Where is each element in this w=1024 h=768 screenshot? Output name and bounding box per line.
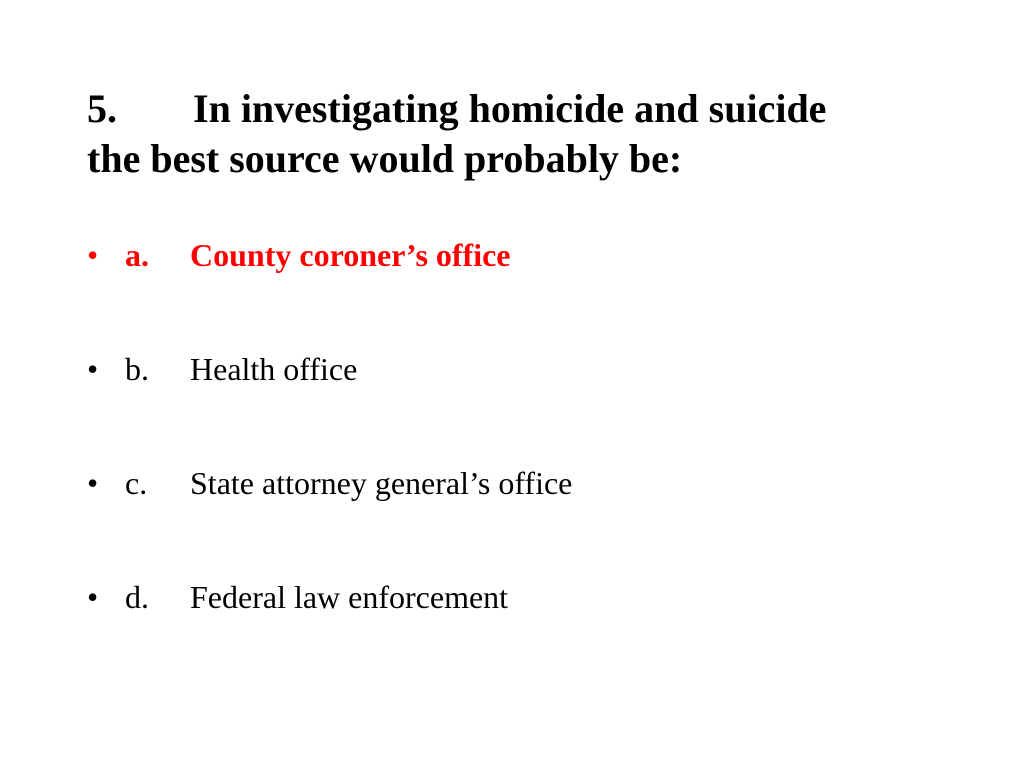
answer-options xyxy=(87,228,947,684)
option-letter: a. xyxy=(125,237,149,273)
question-text-line1: In investigating homicide and suicide xyxy=(193,86,827,131)
option-text: State attorney general’s office xyxy=(190,465,573,501)
question-title xyxy=(87,84,947,184)
option-letter: d. xyxy=(125,579,149,615)
bullet-icon: • xyxy=(87,237,99,273)
bullet-icon: • xyxy=(87,351,99,387)
option-a xyxy=(87,228,947,342)
option-c xyxy=(87,456,947,570)
option-b xyxy=(87,342,947,456)
option-text: Federal law enforcement xyxy=(190,579,509,615)
question-number: 5. xyxy=(87,86,117,131)
question-text-line2: the best source would probably be: xyxy=(87,136,683,181)
bullet-icon: • xyxy=(87,465,99,501)
bullet-icon: • xyxy=(87,579,99,615)
option-text: Health office xyxy=(190,351,358,387)
option-d xyxy=(87,570,947,684)
option-letter: b. xyxy=(125,351,149,387)
option-text: County coroner’s office xyxy=(190,237,511,273)
option-letter: c. xyxy=(125,465,148,501)
